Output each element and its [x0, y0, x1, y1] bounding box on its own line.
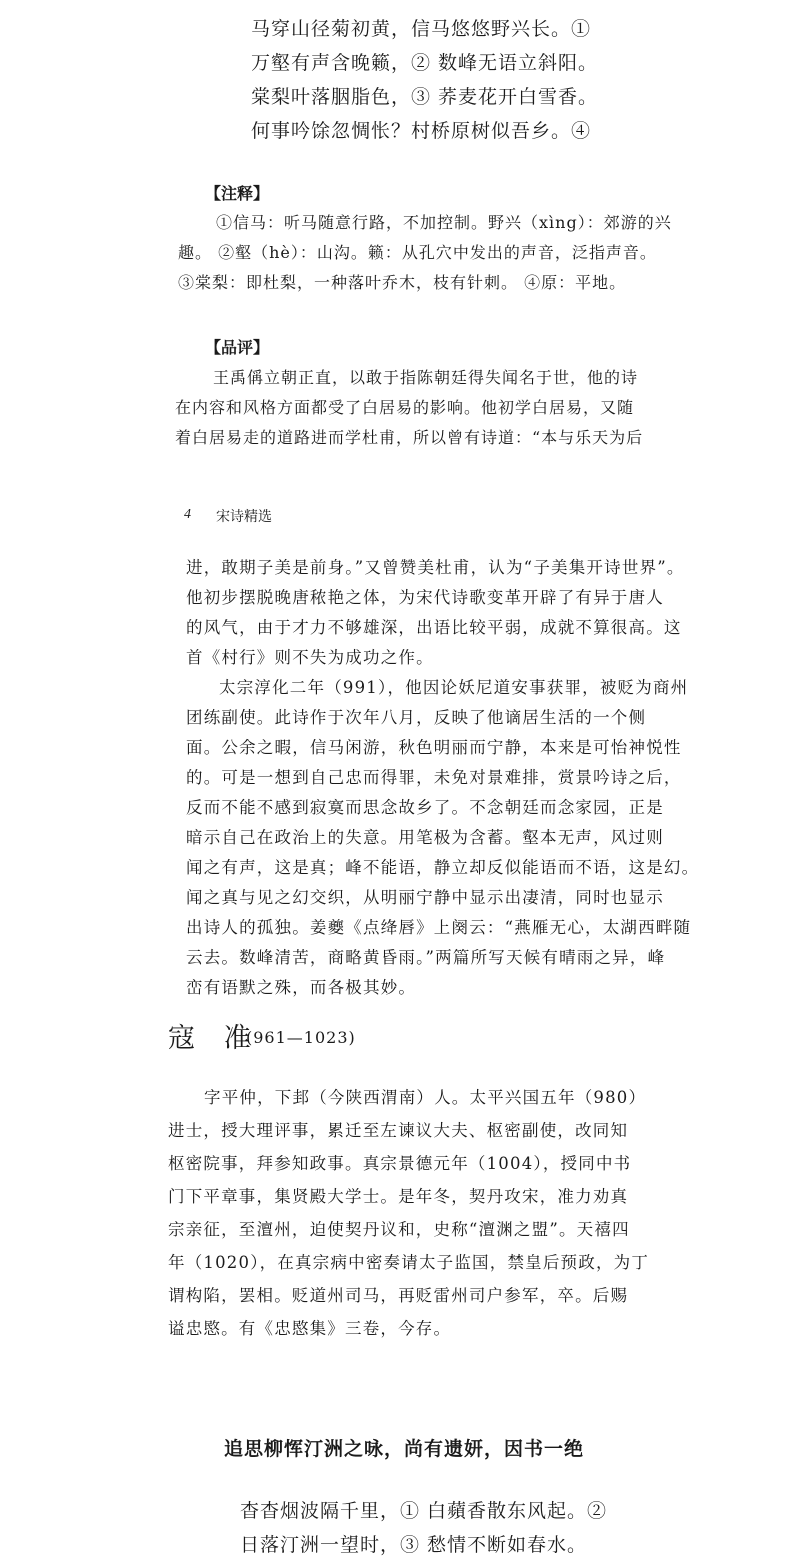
body-line: 他初步摆脱晚唐秾艳之体，为宋代诗歌变革开辟了有异于唐人	[186, 588, 664, 607]
body-line: 闻之有声，这是真；峰不能语，静立却反似能语而不语，这是幻。	[186, 858, 700, 877]
bio-line: 谥忠愍。有《忠愍集》三卷，今存。	[168, 1319, 452, 1338]
page-number: 4	[184, 507, 191, 522]
comment-line: 在内容和风格方面都受了白居易的影响。他初学白居易，又随	[175, 398, 635, 417]
note-line: ①信马：听马随意行路，不加控制。野兴（xìng）：郊游的兴	[216, 213, 672, 232]
note-line: 趣。 ②壑（hè）：山沟。籁：从孔穴中发出的声音，泛指声音。	[178, 243, 657, 262]
bio-line: 宗亲征，至澶州，迫使契丹议和，史称“澶渊之盟”。天禧四	[168, 1220, 630, 1239]
poet-name: 寇 准	[168, 1023, 261, 1054]
body-line: 闻之真与见之幻交织，从明丽宁静中显示出凄清，同时也显示	[186, 888, 664, 907]
bio-line: 枢密院事，拜参知政事。真宗景德元年（1004），授同中书	[168, 1154, 632, 1173]
body-line: 的风气，由于才力不够雄深，出语比较平弱，成就不算很高。这	[186, 618, 682, 637]
bio-line: 进士，授大理评事，累迁至左谏议大夫、枢密副使，改同知	[168, 1121, 629, 1140]
poem-line: 何事吟馀忽惆怅？村桥原树似吾乡。④	[251, 120, 592, 142]
body-line: 暗示自己在政治上的失意。用笔极为含蓄。壑本无声，风过则	[186, 828, 664, 847]
comment-heading: 【品评】	[205, 338, 270, 357]
poem-title: 追思柳恽汀洲之咏，尚有遗妍，因书一绝	[224, 1438, 585, 1460]
comment-line: 着白居易走的道路进而学杜甫，所以曾有诗道：“本与乐天为后	[175, 428, 644, 447]
poem-line: 万壑有声含晚籁，② 数峰无语立斜阳。	[251, 52, 599, 74]
poem-line: 棠梨叶落胭脂色，③ 荞麦花开白雪香。	[251, 86, 599, 108]
bio-line: 年（1020），在真宗病中密奏请太子监国，禁皇后预政，为丁	[168, 1253, 650, 1272]
body-line: 团练副使。此诗作于次年八月，反映了他谪居生活的一个侧	[186, 708, 647, 727]
body-line: 首《村行》则不失为成功之作。	[186, 648, 434, 667]
poet-dates: (961—1023)	[246, 1028, 356, 1047]
body-line: 出诗人的孤独。姜夔《点绛唇》上阕云：“燕雁无心，太湖西畔随	[186, 918, 692, 937]
running-header: 宋诗精选	[216, 509, 272, 525]
bio-line: 谓构陷，罢相。贬道州司马，再贬雷州司户参军，卒。后赐	[168, 1286, 629, 1305]
body-line: 面。公余之暇，信马闲游，秋色明丽而宁静，本来是可怡神悦性	[186, 738, 682, 757]
body-line: 进，敢期子美是前身。”又曾赞美杜甫，认为“子美集开诗世界”。	[186, 558, 685, 577]
body-line: 云去。数峰清苦，商略黄昏雨。”两篇所写天候有晴雨之异，峰	[186, 948, 666, 967]
bio-line: 门下平章事，集贤殿大学士。是年冬，契丹攻宋，准力劝真	[168, 1187, 629, 1206]
body-line: 的。可是一想到自己忠而得罪，未免对景难排，赏景吟诗之后，	[186, 768, 682, 787]
bio-line: 字平仲，下邽（今陕西渭南）人。太平兴国五年（980）	[204, 1088, 647, 1107]
poem-line: 日落汀洲一望时，③ 愁情不断如春水。	[240, 1534, 588, 1556]
body-line: 反而不能不感到寂寞而思念故乡了。不念朝廷而念家园，正是	[186, 798, 664, 817]
comment-line: 王禹偁立朝正直，以敢于指陈朝廷得失闻名于世，他的诗	[213, 368, 639, 387]
body-line: 峦有语默之殊，而各极其妙。	[186, 978, 417, 997]
note-line: ③棠梨：即杜梨，一种落叶乔木，枝有针刺。 ④原：平地。	[178, 273, 627, 292]
poem-line: 杳杳烟波隔千里，① 白蘋香散东风起。②	[240, 1500, 608, 1522]
body-line: 太宗淳化二年（991），他因论妖尼道安事获罪，被贬为商州	[219, 678, 689, 697]
notes-heading: 【注释】	[205, 184, 270, 203]
poem-line: 马穿山径菊初黄，信马悠悠野兴长。①	[251, 18, 592, 40]
